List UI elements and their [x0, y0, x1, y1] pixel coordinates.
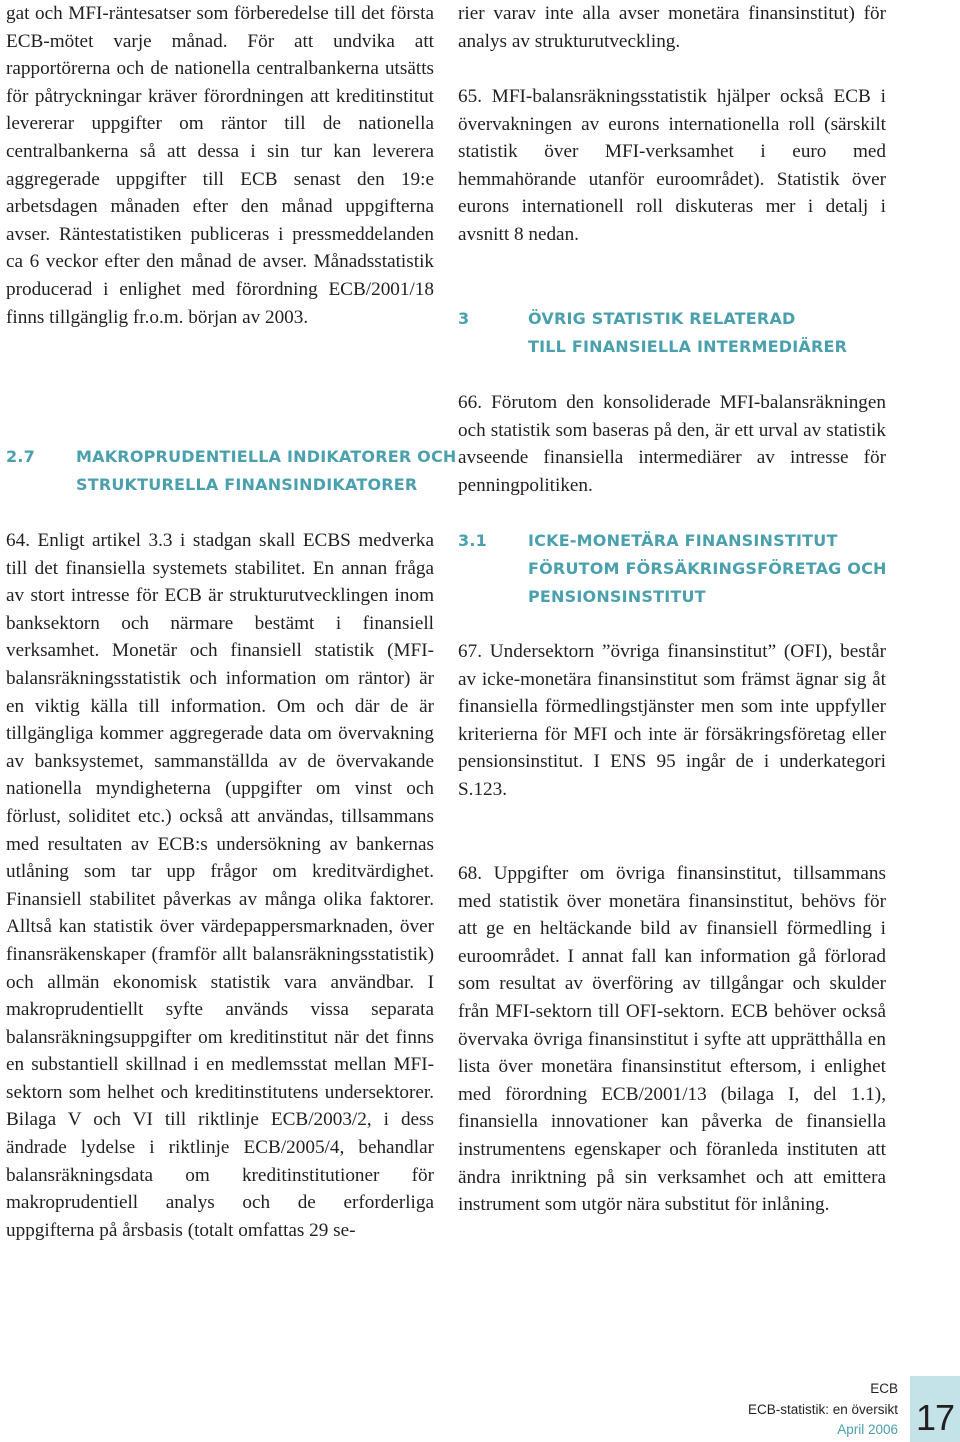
- paragraph-65: 65. MFI-balansräkningsstatistik hjälper också ECB i övervakningen av eurons internationella roll (särskilt statistik över MFI-verksamhet i euro med hemmahörande utanför euroområdet). Statistik över eurons internationell roll diskuteras mer i detalj i avsnitt 8 nedan.: [458, 86, 886, 245]
- section-number: 3.1: [458, 531, 487, 550]
- footer-publication-title: ECB-statistik: en översikt: [747, 1402, 898, 1417]
- paragraph-intro-continued: gat och MFI-räntesatser som förberedelse till det första ECB-mötet varje månad. För att undvika att rapportörerna och de nationella centralbankerna utsätts för påtryckningar kräver förordningen att kreditinstitut levererar uppgifter om räntor till de nationella centralbankerna så att dessa i sin tur kan leverera aggregerade uppgifter till ECB senast den 19:e arbetsdagen månaden efter den månad uppgifterna avser. Räntestatistiken publiceras i pressmeddelanden ca 6 veckor efter den månad de avser. Månadsstatistik producerad i enlighet med förordning ECB/2001/18 finns tillgänglig fr.o.m. början av 2003.: [6, 3, 434, 328]
- footer-publisher: ECB: [870, 1381, 898, 1396]
- section-title-line: PENSIONSINSTITUT: [528, 587, 706, 606]
- section-title: [528, 305, 888, 361]
- section-title-line: STRUKTURELLA FINANSINDIKATORER: [76, 475, 418, 494]
- page-number-box: [910, 1376, 960, 1442]
- section-number: 3: [458, 309, 470, 328]
- section-title-line: TILL FINANSIELLA INTERMEDIÄRER: [528, 337, 848, 356]
- paragraph-67: 67. Undersektorn ”övriga finansinstitut” (OFI), består av icke-monetära finansinstitut som främst ägnar sig åt finansiella förmedlingstjänster men som inte uppfyller kriterierna för MFI och inte är försäkringsföretag eller pensionsinstitut. I ENS 95 ingår de i underkategori S.123.: [458, 641, 886, 800]
- paragraph-66: 66. Förutom den konsoliderade MFI-balansräkningen och statistik som baseras på den, är ett urval av statistik avseende finansiella intermediärer av intresse för penningpolitiken.: [458, 392, 886, 496]
- paragraph-continued: rier varav inte alla avser monetära finansinstitut) för analys av strukturutveckling.: [458, 3, 886, 52]
- section-title-line: ÖVRIG STATISTIK RELATERAD: [528, 309, 796, 328]
- section-number: 2.7: [6, 447, 35, 466]
- section-title-line: FÖRUTOM FÖRSÄKRINGSFÖRETAG OCH: [528, 559, 887, 578]
- page-number: 17: [915, 1397, 954, 1438]
- page-footer: [700, 1376, 960, 1442]
- section-title-line: MAKROPRUDENTIELLA INDIKATORER OCH: [76, 447, 457, 466]
- paragraph-64: 64. Enligt artikel 3.3 i stadgan skall ECBS medverka till det finansiella systemets stabilitet. En annan fråga av stort intresse för ECB är strukturutvecklingen inom banksektorn och närmare bestämt i finansiell verksamhet. Monetär och finansiell statistik (MFI-balansräkningsstatistik och information om räntor) är en viktig källa till information. Om och där de är tillgängliga kommer aggregerade data om övervakning av banksystemet, sammanställda av de övervakande nationella myndigheterna (uppgifter om vinst och förlust, soliditet etc.) också att användas, tillsammans med resultaten av ECB:s undersökning av bankernas utlåning som tar upp frågor om kreditvärdighet. Finansiell stabilitet påverkas av många olika faktorer. Alltså kan statistik över värdepappersmarknaden, över finansräkenskaper (framför allt balansräkningsstatistik) och allmän ekonomisk statistik vara användbar. I makroprudentiellt syfte används vissa separata balansräkningsuppgifter om kreditinstitut när det finns en substantiell skillnad i en medlemsstat mellan MFI-sektorn som helhet och kreditinstitutens undersektorer. Bilaga V och VI till riktlinje ECB/2003/2, i dess ändrade lydelse i riktlinje ECB/2005/4, behandlar balansräkningsdata om kreditinstitutioner för makroprudentiell analys och de erforderliga uppgifterna på årsbasis (totalt omfattas 29 se-: [6, 530, 434, 1241]
- section-title: [76, 443, 457, 499]
- section-title-line: ICKE-MONETÄRA FINANSINSTITUT: [528, 531, 838, 550]
- section-title: [528, 527, 888, 611]
- footer-date: April 2006: [837, 1422, 898, 1437]
- paragraph-68: 68. Uppgifter om övriga finansinstitut, tillsammans med statistik över monetära finansinstitut, behövs för att ge en heltäckande bild av finansiell förmedling i euroområdet. I annat fall kan information gå förlorad som resultat av överföring av tillgångar och skulder från MFI-sektorn till OFI-sektorn. ECB behöver också övervaka övriga finansinstitut i syfte att upprätthålla en lista över monetära finansinstitut eftersom, i enlighet med förordning ECB/2001/13 (bilaga I, del 1.1), finansiella innovationer kan påverka de finansiella instrumentens egenskaper och föranleda instituten att ändra inriktning på sin verksamhet och att emittera instrument som utgör nära substitut för inlåning.: [458, 863, 886, 1216]
